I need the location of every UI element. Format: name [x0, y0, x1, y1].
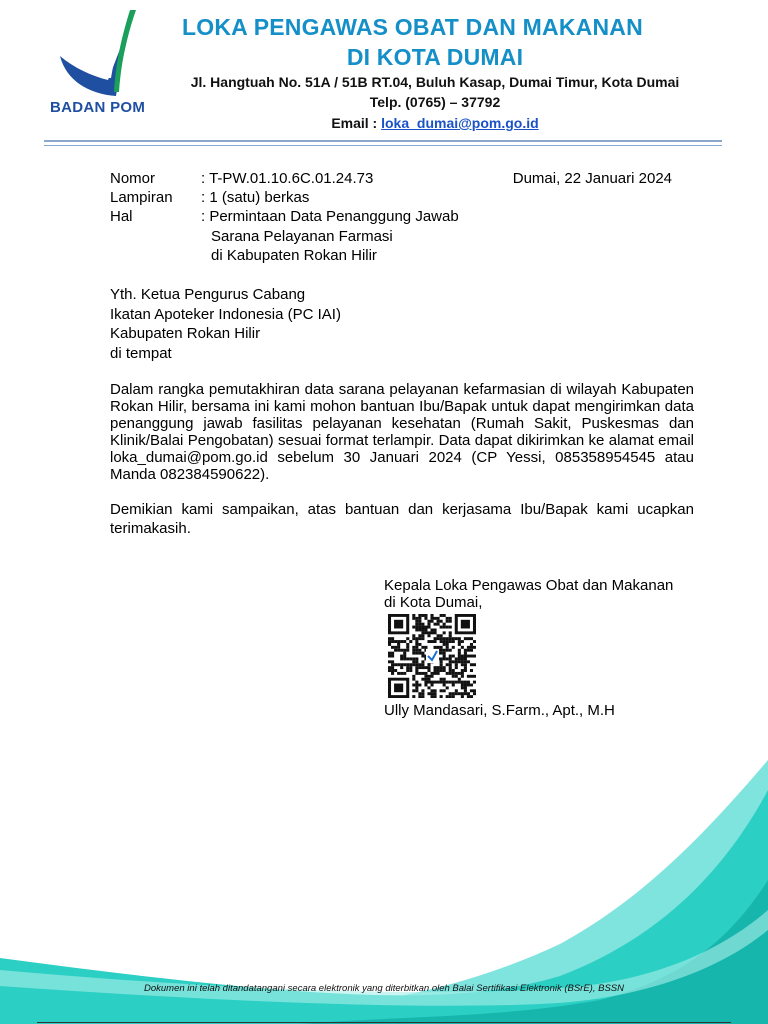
footer-esign-note: Dokumen ini telah ditandatangani secara elektronik yang diterbitkan oleh Balai Sertifikasi Elektronik (BSrE), BSSN — [144, 983, 624, 994]
org-name-line1 — [182, 14, 643, 41]
org-address: Jl. Hangtuah No. 51A / 51B RT.04, Buluh Kasap, Dumai Timur, Kota Dumai — [190, 74, 680, 90]
field-value-hal: : Permintaan Data Penanggung Jawab — [201, 208, 459, 225]
field-value-lampiran: : 1 (satu) berkas — [201, 189, 310, 206]
signature-title-line2: di Kota Dumai, — [384, 594, 483, 611]
letterhead-divider-thick — [44, 140, 722, 142]
recipient-line: di tempat — [110, 344, 172, 362]
letter-date: Dumai, 22 Januari 2024 — [512, 170, 672, 187]
org-name-loka: LOKA — [182, 14, 248, 40]
recipient-line: Yth. Ketua Pengurus Cabang — [110, 286, 306, 303]
org-phone: Telp. (0765) – 37792 — [369, 94, 501, 110]
qr-code-signature-icon — [388, 614, 476, 698]
footer-wave-decoration — [0, 730, 768, 1024]
field-label-lampiran: Lampiran — [110, 189, 173, 206]
field-label-hal: Hal — [110, 208, 133, 225]
field-value-nomor: : T-PW.01.10.6C.01.24.73 — [201, 170, 374, 187]
org-name-line2: DI KOTA DUMAI — [346, 44, 524, 70]
body-paragraph-2: Demikian kami sampaikan, atas bantuan dan kerjasama Ibu/Bapak kami ucapkan terimakasih. — [110, 501, 694, 537]
signature-title — [384, 577, 673, 611]
recipient-line: Kabupaten Rokan Hilir — [110, 325, 261, 342]
recipient-block — [110, 285, 341, 363]
org-email-row — [180, 115, 690, 131]
org-email-link[interactable]: loka_dumai@pom.go.id — [381, 115, 539, 131]
signatory-name: Ully Mandasari, S.Farm., Apt., M.H — [384, 702, 615, 719]
body-paragraph-1: Dalam rangka pemutakhiran data sarana pelayanan kefarmasian di wilayah Kabupaten Rokan Hilir, bersama ini kami mohon bantuan Ibu/Bapak untuk dapat mengirimkan data penanggung jawab fasilitas pelayanan kesehatan (Rumah Sakit, Puskesmas dan Klinik/Balai Pengobatan) sesuai format terlampir. Data dapat dikirimkan ke alamat email loka_dumai@pom.go.id sebelum 30 Januari 2024 (CP Yessi, 085358954545 atau Manda 082384590622). — [110, 381, 694, 483]
org-email-label: Email : — [331, 115, 382, 131]
subject-line3: di Kabupaten Rokan Hilir — [211, 247, 377, 264]
letterhead-divider-thin — [44, 145, 722, 146]
recipient-line: Ikatan Apoteker Indonesia (PC IAI) — [110, 305, 341, 323]
footer-divider — [37, 1022, 731, 1023]
signature-title-line1: Kepala Loka Pengawas Obat dan Makanan — [384, 577, 674, 594]
field-label-nomor: Nomor — [110, 170, 156, 187]
logo-text: BADAN POM — [50, 99, 146, 116]
subject-line2: Sarana Pelayanan Farmasi — [211, 228, 393, 245]
org-name-rest: PENGAWAS OBAT DAN MAKANAN — [253, 14, 643, 40]
